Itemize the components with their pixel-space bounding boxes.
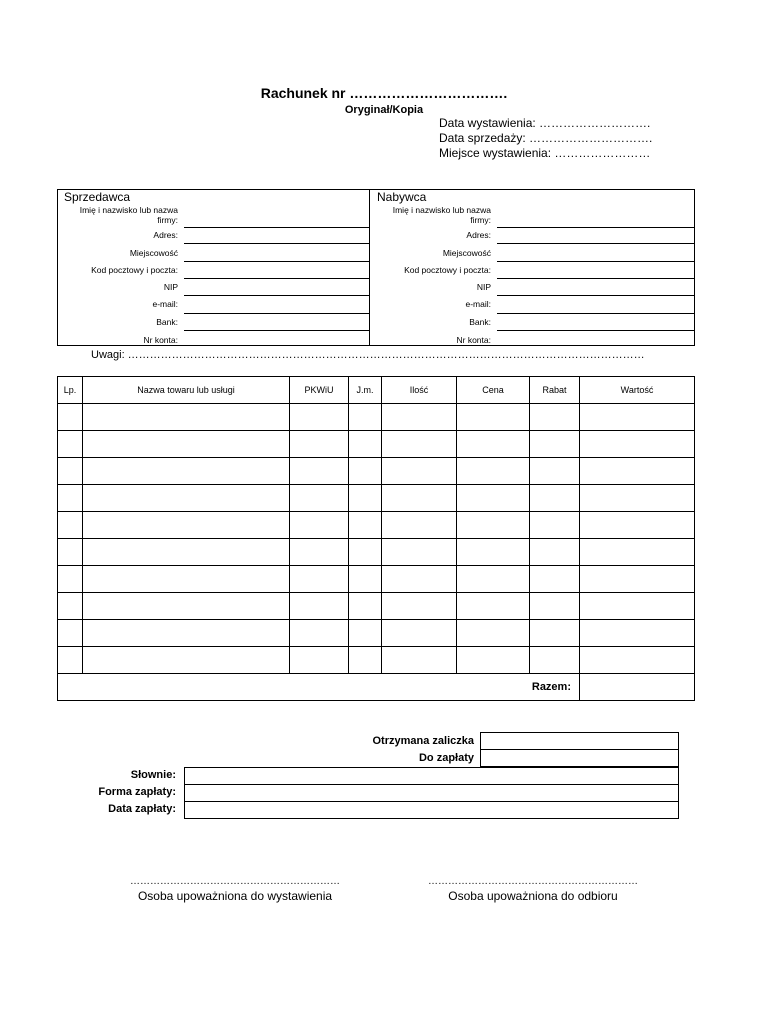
- table-cell[interactable]: [290, 485, 349, 512]
- table-cell[interactable]: [580, 620, 695, 647]
- table-row: [58, 485, 695, 512]
- table-cell[interactable]: [530, 431, 580, 458]
- buyer-address-label: Adres:: [466, 230, 491, 240]
- table-cell[interactable]: [349, 539, 382, 566]
- table-cell[interactable]: [349, 566, 382, 593]
- payment-date-box[interactable]: [184, 801, 679, 819]
- seller-bank-label: Bank:: [156, 317, 178, 327]
- table-cell[interactable]: [290, 512, 349, 539]
- table-cell[interactable]: [290, 593, 349, 620]
- table-row: [58, 566, 695, 593]
- issuer-signature-line[interactable]: ………………………………………………………: [130, 876, 340, 887]
- table-cell[interactable]: [382, 593, 457, 620]
- table-row: [58, 620, 695, 647]
- buyer-bank-line[interactable]: [497, 330, 695, 331]
- col-quantity: Ilość: [382, 377, 457, 404]
- table-cell[interactable]: [349, 458, 382, 485]
- advance-box[interactable]: [480, 732, 679, 750]
- in-words-box[interactable]: [184, 767, 679, 785]
- in-words-label: Słownie:: [130, 769, 176, 781]
- advance-label: Otrzymana zaliczka: [372, 735, 474, 747]
- table-cell[interactable]: [580, 593, 695, 620]
- table-cell[interactable]: [58, 620, 83, 647]
- seller-name-line[interactable]: [184, 227, 369, 228]
- buyer-nip-line[interactable]: [497, 295, 695, 296]
- receiver-signature-label: Osoba upoważniona do odbioru: [448, 889, 618, 903]
- table-cell[interactable]: [457, 566, 530, 593]
- buyer-postal-line[interactable]: [497, 278, 695, 279]
- table-cell[interactable]: [580, 431, 695, 458]
- table-cell[interactable]: [457, 539, 530, 566]
- table-cell[interactable]: [530, 566, 580, 593]
- table-cell[interactable]: [580, 647, 695, 674]
- table-cell[interactable]: [290, 458, 349, 485]
- table-cell[interactable]: [457, 647, 530, 674]
- parties-divider: [369, 189, 370, 346]
- buyer-address-line[interactable]: [497, 243, 695, 244]
- table-cell[interactable]: [349, 404, 382, 431]
- table-cell[interactable]: [580, 485, 695, 512]
- table-cell[interactable]: [58, 431, 83, 458]
- table-cell[interactable]: [83, 431, 290, 458]
- col-unit: J.m.: [349, 377, 382, 404]
- to-pay-label: Do zapłaty: [418, 752, 474, 764]
- table-cell[interactable]: [58, 647, 83, 674]
- buyer-heading: Nabywca: [377, 190, 427, 204]
- seller-city-line[interactable]: [184, 261, 369, 262]
- table-cell[interactable]: [457, 431, 530, 458]
- table-cell[interactable]: [382, 539, 457, 566]
- table-cell[interactable]: [580, 458, 695, 485]
- table-cell[interactable]: [83, 485, 290, 512]
- table-cell[interactable]: [457, 404, 530, 431]
- payment-form-box[interactable]: [184, 784, 679, 802]
- table-cell[interactable]: [382, 431, 457, 458]
- col-name: Nazwa towaru lub usługi: [83, 377, 290, 404]
- table-cell[interactable]: [580, 404, 695, 431]
- seller-city-label: Miejscowość: [129, 248, 178, 258]
- seller-nip-label: NIP: [163, 282, 178, 292]
- col-price: Cena: [457, 377, 530, 404]
- table-cell[interactable]: [382, 512, 457, 539]
- buyer-nip-label: NIP: [476, 282, 491, 292]
- seller-name-label: Imię i nazwisko lub nazwa firmy:: [79, 205, 178, 225]
- table-row: [58, 458, 695, 485]
- table-cell[interactable]: [530, 458, 580, 485]
- seller-account-label: Nr konta:: [143, 335, 178, 345]
- table-row: [58, 539, 695, 566]
- table-cell[interactable]: [530, 539, 580, 566]
- table-cell[interactable]: [530, 404, 580, 431]
- col-lp: Lp.: [58, 377, 83, 404]
- buyer-city-label: Miejscowość: [442, 248, 491, 258]
- table-cell[interactable]: [290, 647, 349, 674]
- document-title: Rachunek nr …………………………….: [260, 85, 508, 101]
- col-discount: Rabat: [530, 377, 580, 404]
- payment-date-label: Data zapłaty:: [108, 803, 176, 815]
- to-pay-box[interactable]: [480, 749, 679, 767]
- issuer-signature-label: Osoba upoważniona do wystawienia: [137, 889, 333, 903]
- notes-field[interactable]: Uwagi: ……………………………………………………………………………………………………………………………: [91, 349, 645, 361]
- seller-postal-line[interactable]: [184, 278, 369, 279]
- table-cell[interactable]: [530, 593, 580, 620]
- items-header-row: [58, 377, 695, 404]
- table-cell[interactable]: [530, 620, 580, 647]
- table-cell[interactable]: [290, 620, 349, 647]
- col-value: Wartość: [580, 377, 695, 404]
- buyer-city-line[interactable]: [497, 261, 695, 262]
- table-cell[interactable]: [58, 566, 83, 593]
- table-cell[interactable]: [457, 485, 530, 512]
- table-row: [58, 512, 695, 539]
- table-cell[interactable]: [580, 566, 695, 593]
- table-cell[interactable]: [457, 620, 530, 647]
- buyer-name-label: Imię i nazwisko lub nazwa firmy:: [392, 205, 491, 225]
- table-cell[interactable]: [530, 647, 580, 674]
- table-cell[interactable]: [580, 539, 695, 566]
- total-label: Razem:: [58, 674, 580, 701]
- table-row: [58, 431, 695, 458]
- table-cell[interactable]: [349, 431, 382, 458]
- table-cell[interactable]: [58, 404, 83, 431]
- table-cell[interactable]: [290, 566, 349, 593]
- table-cell[interactable]: [457, 593, 530, 620]
- table-cell[interactable]: [382, 620, 457, 647]
- table-cell[interactable]: [349, 647, 382, 674]
- seller-email-line[interactable]: [184, 313, 369, 314]
- table-cell[interactable]: [58, 593, 83, 620]
- table-cell[interactable]: [83, 593, 290, 620]
- buyer-email-label: e-mail:: [465, 299, 491, 309]
- table-row: [58, 593, 695, 620]
- table-cell[interactable]: [530, 512, 580, 539]
- sale-date: Data sprzedaży: ………………………….: [439, 131, 653, 145]
- table-cell[interactable]: [349, 593, 382, 620]
- buyer-bank-label: Bank:: [469, 317, 491, 327]
- table-row: [58, 647, 695, 674]
- issue-date: Data wystawienia: ……………………….: [439, 116, 651, 130]
- table-cell[interactable]: [58, 512, 83, 539]
- buyer-name-line[interactable]: [497, 227, 695, 228]
- receiver-signature-line[interactable]: ………………………………………………………: [428, 876, 638, 887]
- buyer-postal-label: Kod pocztowy i poczta:: [404, 265, 491, 275]
- payment-form-label: Forma zapłaty:: [98, 786, 176, 798]
- table-cell[interactable]: [290, 404, 349, 431]
- items-table: [57, 376, 695, 701]
- table-cell[interactable]: [290, 431, 349, 458]
- table-cell[interactable]: [83, 620, 290, 647]
- table-cell[interactable]: [83, 404, 290, 431]
- seller-address-line[interactable]: [184, 243, 369, 244]
- table-cell[interactable]: [58, 485, 83, 512]
- issue-place: Miejsce wystawienia: ……………………: [439, 146, 651, 160]
- table-cell[interactable]: [349, 512, 382, 539]
- table-cell[interactable]: [382, 404, 457, 431]
- table-cell[interactable]: [382, 458, 457, 485]
- table-cell[interactable]: [83, 647, 290, 674]
- table-cell[interactable]: [83, 539, 290, 566]
- table-cell[interactable]: [349, 485, 382, 512]
- table-cell[interactable]: [58, 539, 83, 566]
- table-cell[interactable]: [580, 512, 695, 539]
- table-row: [58, 404, 695, 431]
- table-cell[interactable]: [382, 566, 457, 593]
- total-value-cell[interactable]: [580, 674, 695, 701]
- table-cell[interactable]: [83, 512, 290, 539]
- table-cell[interactable]: [530, 485, 580, 512]
- buyer-account-label: Nr konta:: [456, 335, 491, 345]
- seller-address-label: Adres:: [153, 230, 178, 240]
- seller-nip-line[interactable]: [184, 295, 369, 296]
- seller-bank-line[interactable]: [184, 330, 369, 331]
- table-cell[interactable]: [382, 647, 457, 674]
- total-row: [58, 674, 695, 701]
- table-cell[interactable]: [457, 512, 530, 539]
- table-cell[interactable]: [382, 485, 457, 512]
- items-body: [58, 404, 695, 674]
- table-cell[interactable]: [349, 620, 382, 647]
- col-pkwiu: PKWiU: [290, 377, 349, 404]
- seller-postal-label: Kod pocztowy i poczta:: [91, 265, 178, 275]
- original-copy-label: Oryginał/Kopia: [344, 104, 424, 116]
- table-cell[interactable]: [58, 458, 83, 485]
- seller-email-label: e-mail:: [152, 299, 178, 309]
- table-cell[interactable]: [290, 539, 349, 566]
- table-cell[interactable]: [457, 458, 530, 485]
- seller-heading: Sprzedawca: [64, 190, 131, 204]
- buyer-email-line[interactable]: [497, 313, 695, 314]
- table-cell[interactable]: [83, 566, 290, 593]
- table-cell[interactable]: [83, 458, 290, 485]
